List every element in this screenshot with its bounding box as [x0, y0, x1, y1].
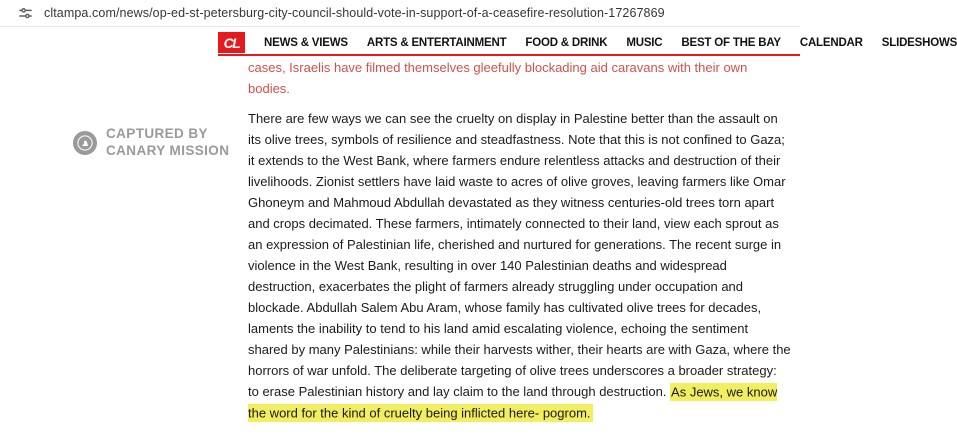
- watermark-line1: CAPTURED BY: [106, 126, 208, 141]
- watermark: [73, 126, 229, 159]
- article-linked-sentence[interactable]: cases, Israelis have filmed themselves gleefully blockading aid caravans with their own bodies.: [248, 60, 748, 96]
- cl-tampa-logo[interactable]: CL: [218, 32, 245, 53]
- watermark-label: [106, 126, 229, 159]
- site-nav: [218, 31, 957, 56]
- nav-item-calendar[interactable]: CALENDAR: [799, 36, 863, 49]
- url-text[interactable]: cltampa.com/news/op-ed-st-petersburg-city-council-should-vote-in-support-of-a-ceasefire-resolution-17267869: [44, 6, 665, 20]
- article-paragraph-text: There are few ways we can see the cruelty on display in Palestine better than the assault on its olive trees, symbols of resilience and steadfastness. Note that this is not confined to Gaza; it extends to the West Bank, where farmers endure relentless attacks and destruction of their livelihoods. Zionist settlers have laid waste to acres of olive groves, leaving farmers like Omar Ghoneym and Mahmoud Abdullah devastated as they witness centuries-old trees torn apart and crops decimated. These farmers, intimately connected to their land, view each sprout as an expression of Palestinian life, cherished and nurtured for generations. The recent surge in violence in the West Bank, resulting in over 140 Palestinian deaths and widespread destruction, exacerbates the plight of farmers already struggling under occupation and blockade. Abdullah Salem Abu Aram, whose family has cultivated olive trees for decades, laments the inability to tend to his land amid escalating violence, echoing the sentiment shared by many Palestinians: while their harvests wither, their hearts are with Gaza, where the horrors of war unfold. The deliberate targeting of olive trees underscores a broader strategy: to erase Palestinian history and lay claim to the land through destruction.: [248, 111, 791, 399]
- nav-item-food-drink[interactable]: FOOD & DRINK: [525, 36, 608, 49]
- nav-item-best-of-the-bay[interactable]: BEST OF THE BAY: [681, 36, 781, 49]
- nav-item-slideshows[interactable]: SLIDESHOWS: [881, 36, 957, 49]
- nav-item-music[interactable]: MUSIC: [626, 36, 663, 49]
- article-content: [248, 57, 791, 423]
- nav-item-arts-entertainment[interactable]: ARTS & ENTERTAINMENT: [366, 36, 507, 49]
- browser-address-bar[interactable]: [0, 0, 800, 27]
- watermark-line2: CANARY MISSION: [106, 142, 230, 158]
- nav-item-news-views[interactable]: NEWS & VIEWS: [264, 36, 348, 49]
- highlighted-sentence: As Jews, we know the word for the kind of cruelty being inflicted here- pogrom.: [248, 384, 778, 420]
- article-paragraph: [248, 108, 791, 423]
- site-controls-icon[interactable]: [18, 6, 33, 21]
- canary-bird-icon: [73, 131, 97, 155]
